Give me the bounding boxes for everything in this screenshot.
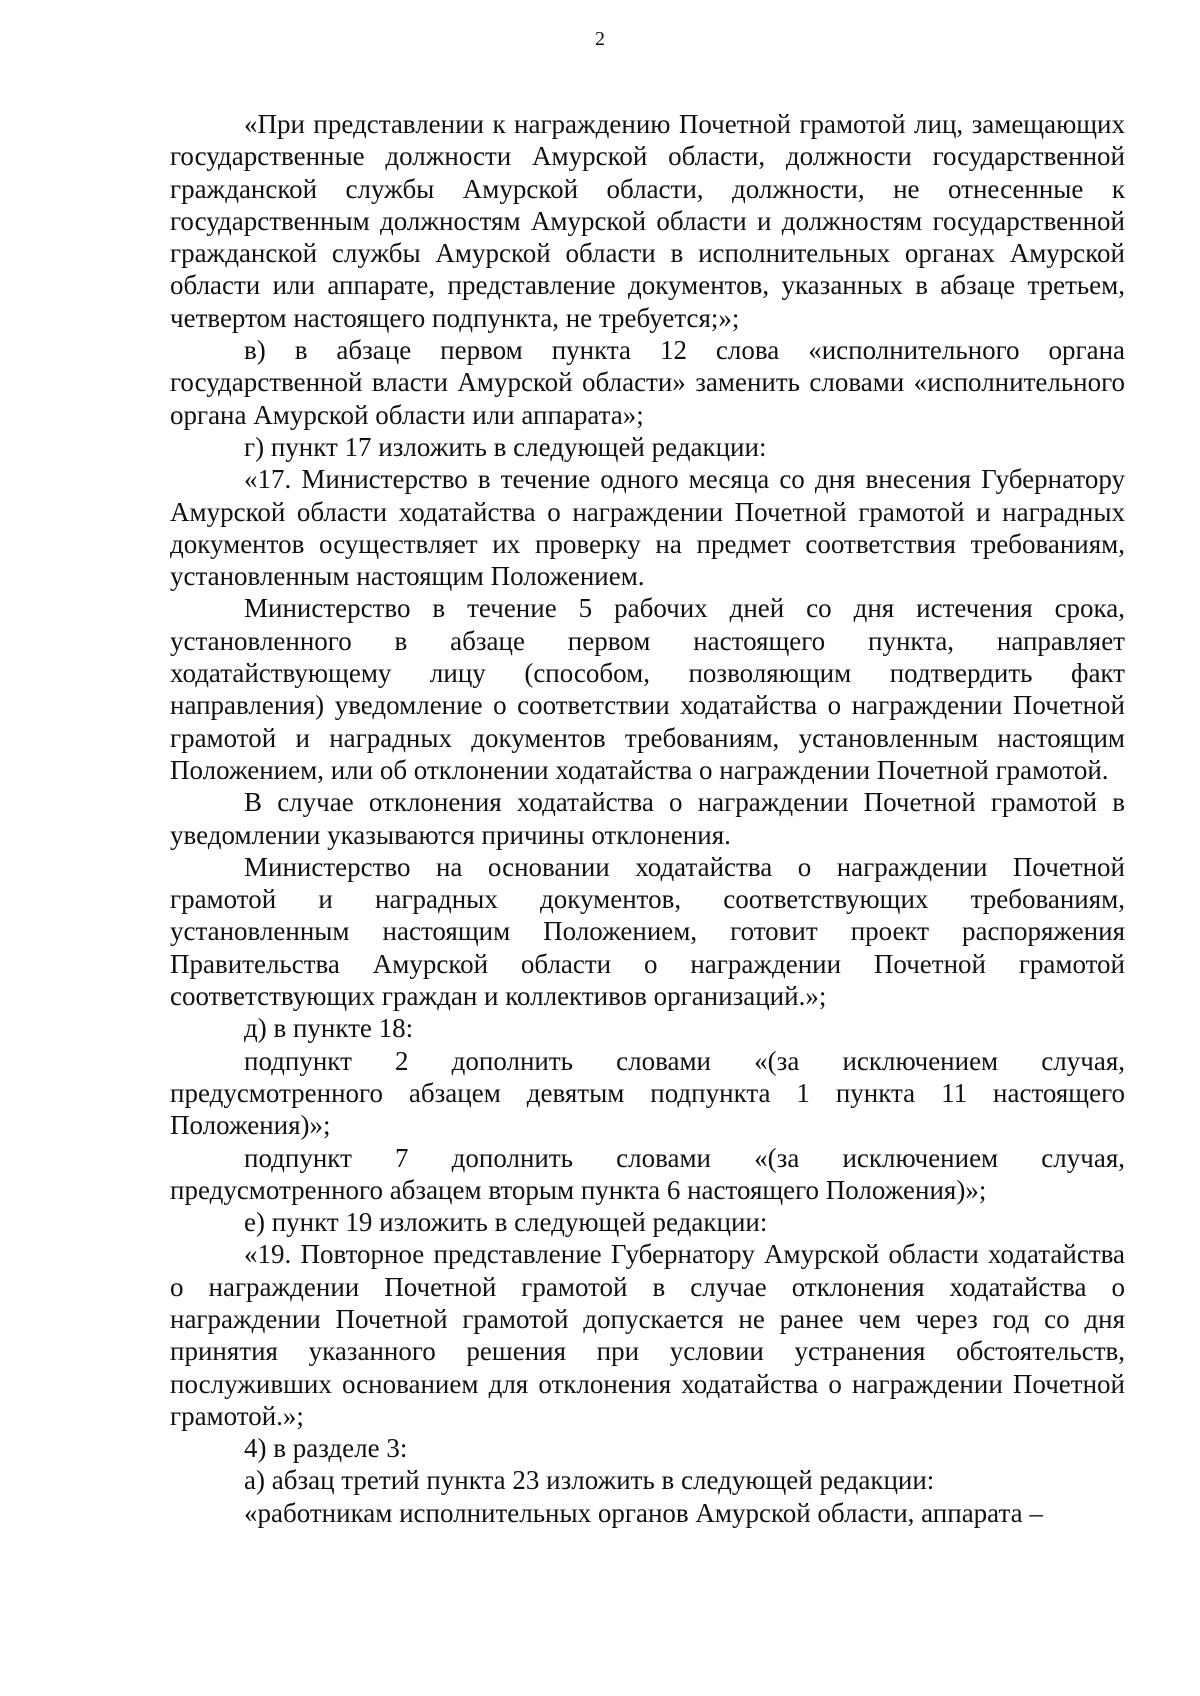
paragraph-rejection-reasons: В случае отклонения ходатайства о награждении Почетной грамотой в уведомлении указываются причины отклонения. (170, 787, 1125, 850)
paragraph-point-19-text: «19. Повторное представление Губернатору Амурской области ходатайства о награждении Почетной грамотой в случае отклонения ходатайства о награждении Почетной грамотой допускается не ранее чем через год со дня принятия указанного решения при условии устранения обстоятельств, послуживших основанием для отклонения ходатайства о награждении Почетной грамотой.»; (170, 1239, 1125, 1431)
paragraph-v-point-12: в) в абзаце первом пункта 12 слова «исполнительного органа государственной власти Амурской области» заменить словами «исполнительного органа Амурской области или аппарата»; (170, 335, 1125, 430)
page-number: 2 (595, 28, 605, 50)
paragraph-g-point-17: г) пункт 17 изложить в следующей редакции: (244, 431, 767, 462)
paragraph-d-point-18: д) в пункте 18: (244, 1013, 414, 1044)
document-body (170, 108, 1125, 1529)
paragraph-e-point-19: е) пункт 19 изложить в следующей редакции: (244, 1207, 768, 1238)
paragraph-ministry-draft-order: Министерство на основании ходатайства о награждении Почетной грамотой и наградных документов, соответствующих требованиям, установленным настоящим Положением, готовит проект распоряжения Правительства Амурской области о награждении Почетной грамотой соответствующих граждан и коллективов организаций.»; (170, 851, 1125, 1012)
paragraph-a-point-23: а) абзац третий пункта 23 изложить в следующей редакции: (244, 1465, 935, 1496)
paragraph-section-3: 4) в разделе 3: (244, 1433, 408, 1464)
paragraph-point-17-text: «17. Министерство в течение одного месяца со дня внесения Губернатору Амурской области ходатайства о награждении Почетной грамотой и наградных документов осуществляет их проверку на предмет соответствия требованиям, установленным настоящим Положением. (170, 464, 1125, 592)
paragraph-quote-awarding-officials: «При представлении к награждению Почетной грамотой лиц, замещающих государственные должности Амурской области, должности государственной гражданской службы Амурской области, должности, не отнесенные к государственным должностям Амурской области и должностям государственной гражданской службы Амурской области в исполнительных органах Амурской области или аппарате, представление документов, указанных в абзаце третьем, четвертом настоящего подпункта, не требуется;»; (170, 109, 1125, 333)
paragraph-ministry-notification: Министерство в течение 5 рабочих дней со дня истечения срока, установленного в абзаце первом настоящего пункта, направляет ходатайствующему лицу (способом, позволяющим подтвердить факт направления) уведомление о соответствии ходатайства о награждении Почетной грамотой и наградных документов требованиям, установленным настоящим Положением, или об отклонении ходатайства о награждении Почетной грамотой. (170, 593, 1125, 785)
paragraph-subpoint-2: подпункт 2 дополнить словами «(за исключением случая, предусмотренного абзацем девятым подпункта 1 пункта 11 настоящего Положения)»; (170, 1045, 1125, 1141)
paragraph-workers-executive-bodies: «работникам исполнительных органов Амурской области, аппарата – (244, 1497, 1043, 1528)
paragraph-subpoint-7: подпункт 7 дополнить словами «(за исключением случая, предусмотренного абзацем вторым пункта 6 настоящего Положения)»; (170, 1142, 1125, 1205)
